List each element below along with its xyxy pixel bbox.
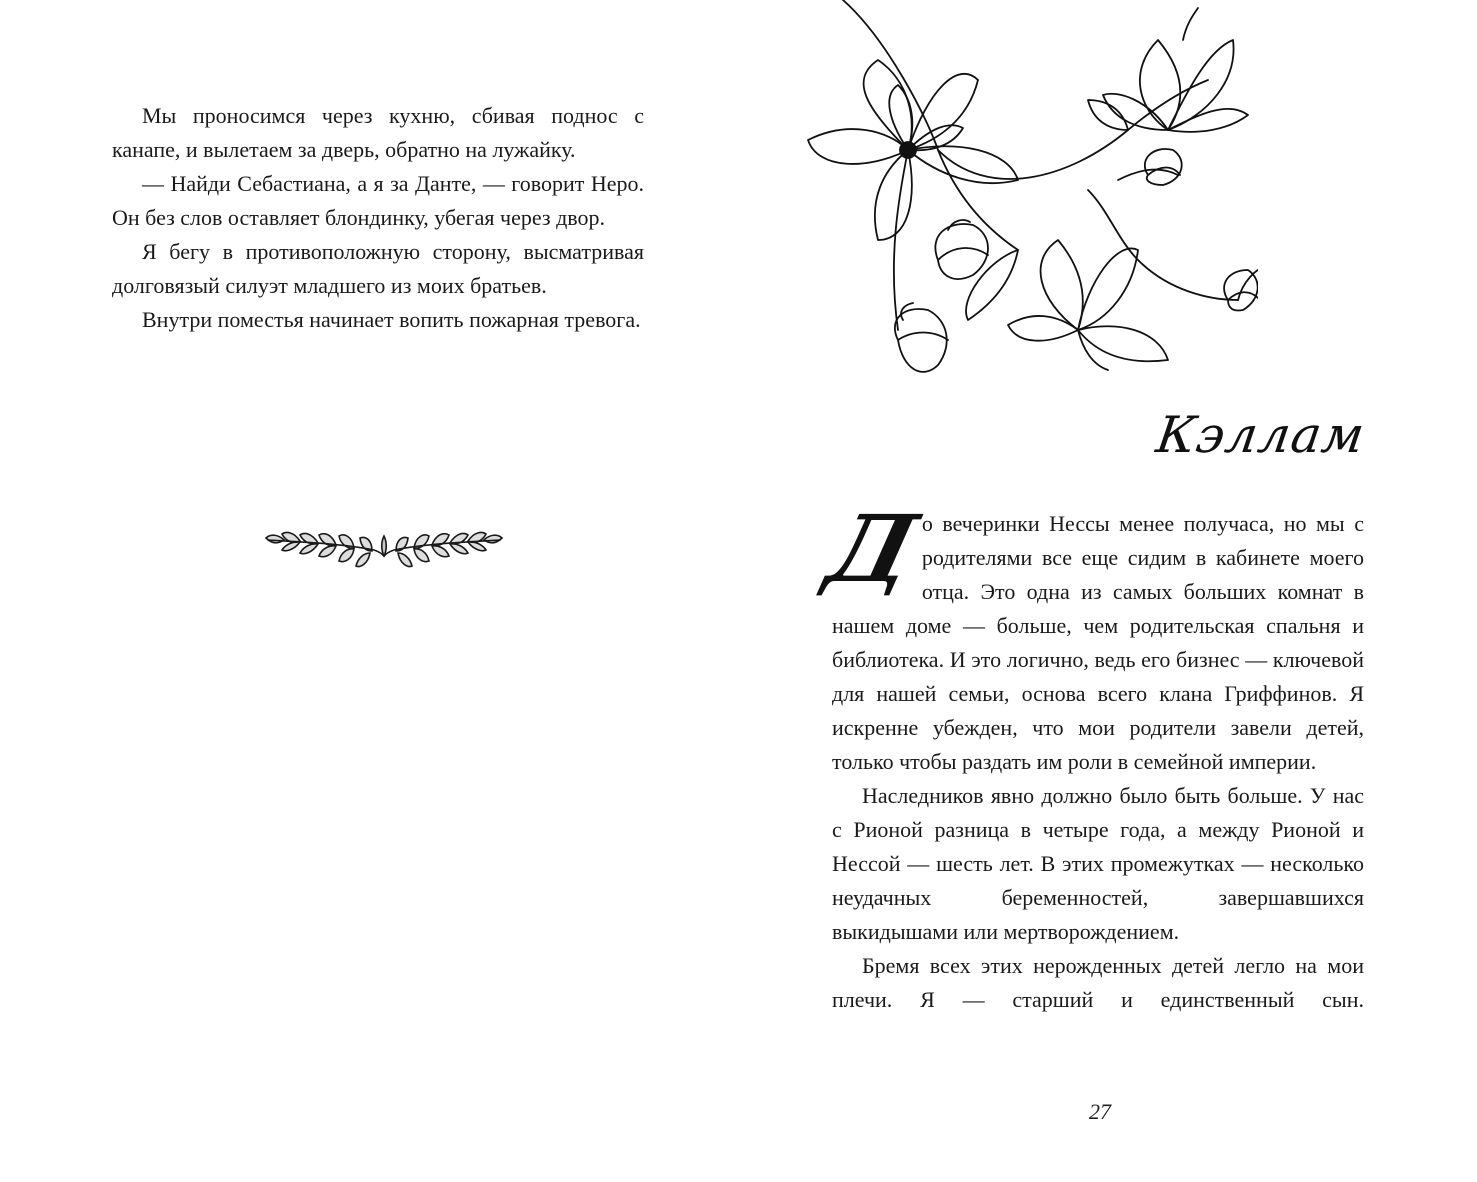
paragraph: Внутри поместья начинает вопить пожарная тревога. (142, 307, 641, 332)
left-page (0, 0, 738, 1182)
right-page-text (817, 495, 1364, 1017)
paragraph: Мы проносимся через кухню, сбивая поднос с канапе, и вылетаем за дверь, обратно на лужайку. (112, 103, 644, 162)
page-number: 27 (1089, 1099, 1111, 1124)
drop-cap: Д (817, 495, 927, 603)
right-page (738, 0, 1477, 1182)
magnolia-flowers-icon (788, 0, 1258, 410)
paragraph: Бремя всех этих нерожденных детей легло на мои плечи. Я — старший и единственный сын. (832, 953, 1364, 1012)
laurel-ornament-icon (264, 520, 504, 580)
paragraph: Я бегу в противоположную сторону, высматривая долговязый силуэт младшего из моих братьев. (112, 239, 644, 298)
first-paragraph-text: о вечеринки Нессы менее получаса, но мы с родителями все еще сидим в кабинете моего отца. Это одна из самых больших комнат в нашем доме — больше, чем родительская спальня и библиотека. И это логично, ведь его бизнес — ключевой для нашей семьи, основа всего клана Гриффинов. Я искренне убежден, что мои родители завели детей, только чтобы раздать им роли в семейной империи. (832, 511, 1364, 774)
left-page-text (112, 99, 644, 337)
paragraph: Наследников явно должно было быть больше. У нас с Рионой разница в четыре года, а между Рионой и Нессой — шесть лет. В этих промежутках — несколько неудачных беременностей, завершавшихся выкидышами или мертворождением. (832, 783, 1364, 944)
chapter-title: Кэллам (1153, 406, 1370, 464)
first-paragraph (817, 495, 1364, 779)
paragraph: — Найди Себастиана, а я за Данте, — говорит Неро. Он без слов оставляет блондинку, убегая через двор. (112, 171, 644, 230)
